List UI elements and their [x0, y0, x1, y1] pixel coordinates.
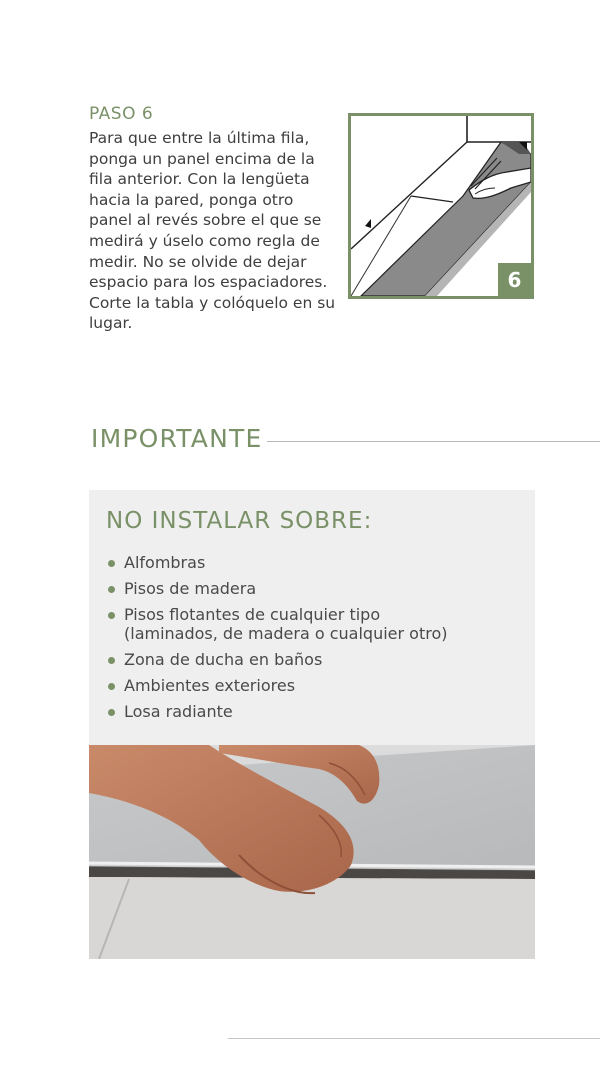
list-item-label: Pisos de madera	[124, 579, 257, 598]
list-item	[106, 606, 526, 643]
bullet-icon	[108, 612, 115, 619]
step-number-badge: 6	[498, 263, 531, 296]
list-item	[106, 554, 526, 573]
important-heading: IMPORTANTE	[91, 424, 263, 453]
step-instructions: Para que entre la última fila, ponga un panel encima de la fila anterior. Con la lengüeta hacia la pared, ponga otro panel al revés sobre el que se medirá y úselo como regla de medir. No se olvide de dejar espacio para los espaciadores. Corte la tabla y colóquelo en su lugar.	[89, 129, 336, 333]
bullet-icon	[108, 709, 115, 716]
list-item-label: Losa radiante	[124, 701, 233, 721]
step-title: PASO 6	[89, 104, 154, 124]
warning-panel	[89, 490, 535, 746]
installation-photo	[89, 745, 535, 959]
warning-list	[106, 554, 526, 729]
list-item-label: Ambientes exteriores	[124, 675, 296, 695]
bullet-icon	[108, 657, 115, 664]
hands-placing-tile-image	[89, 745, 535, 959]
list-item	[106, 703, 526, 722]
bullet-icon	[108, 560, 115, 567]
footer-divider	[228, 1038, 600, 1039]
section-divider	[267, 441, 600, 442]
list-item	[106, 651, 526, 670]
list-item-label: Zona de ducha en baños	[124, 649, 323, 669]
list-item	[106, 580, 526, 599]
step-illustration	[348, 113, 534, 299]
list-item-label: Alfombras	[124, 553, 206, 572]
bullet-icon	[108, 683, 115, 690]
bullet-icon	[108, 586, 115, 593]
list-item	[106, 677, 526, 696]
warning-title: NO INSTALAR SOBRE:	[106, 508, 373, 534]
list-item-label: Pisos flotantes de cualquier tipo (laminados, de madera o cualquier otro)	[124, 605, 448, 643]
